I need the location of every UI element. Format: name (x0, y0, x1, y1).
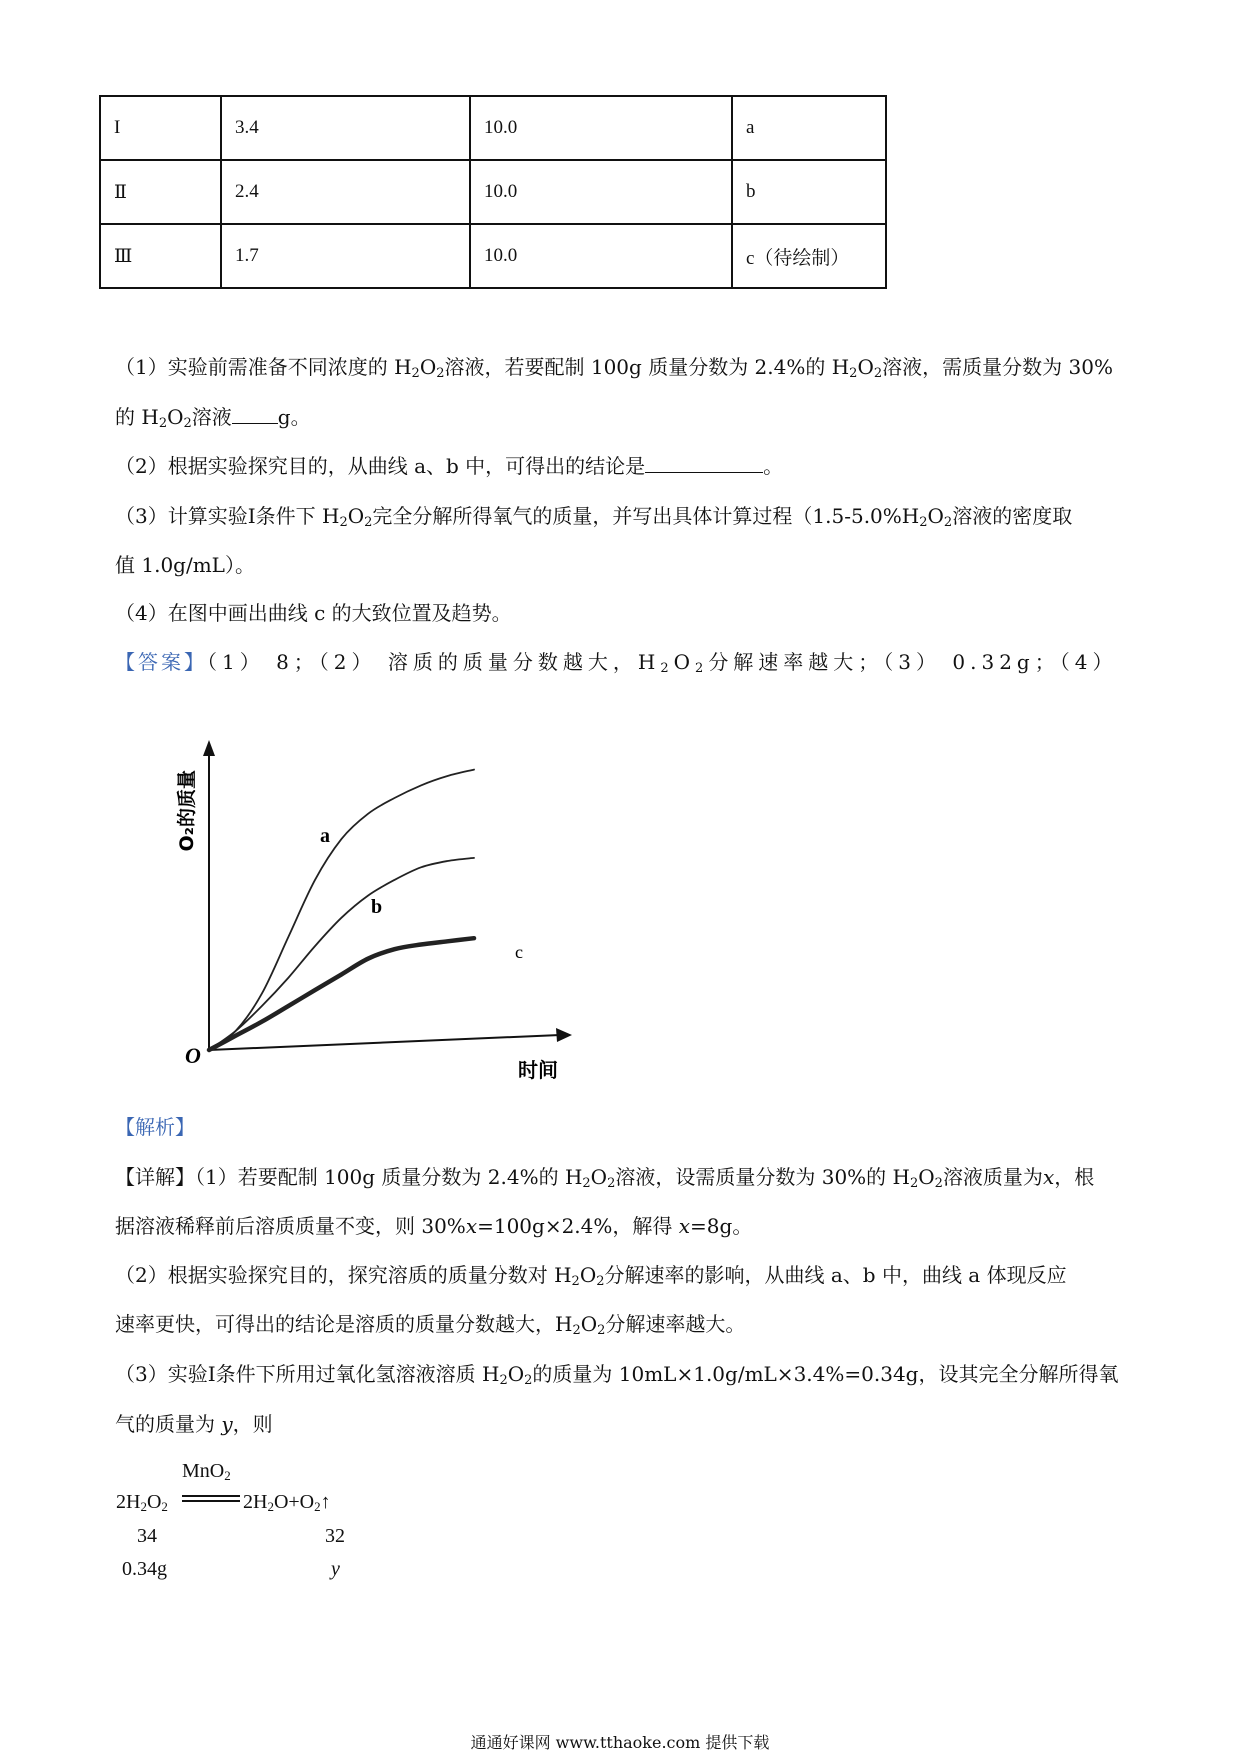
origin-label: O (185, 1043, 201, 1068)
x-axis (209, 1035, 560, 1050)
table-cell: Ⅱ (100, 160, 221, 224)
question-3: （3）计算实验I条件下 $H_2O_2$完全分解所得氧气的质量，并写出具体计算过程（$1.5-5.0\%H_2O_2$溶液的密度取 (115, 504, 1073, 530)
analysis-p2: 据溶液稀释前后溶质质量不变，则 30%x=100g×2.4%，解得 x=8g。 (115, 1214, 753, 1238)
question-1: （1）实验前需准备不同浓度的 $H_2O_2$溶液，若要配制 100g 质量分数为 2.4%的 $H_2O_2$溶液，需质量分数为 30% (115, 355, 1113, 381)
table-cell: 3.4 (221, 96, 470, 160)
analysis-p5: （3）实验I条件下所用过氧化氢溶液溶质 $H_2O_2$的质量为 10mL×1.0g/mL×3.4%=0.34g，设其完全分解所得氧 (115, 1362, 1119, 1388)
curve-c (209, 938, 474, 1050)
equation-reactant: $2H_2O_2$ (116, 1491, 168, 1514)
equation-products: $2H_2O+O_2↑$ (243, 1491, 331, 1514)
question-2: （2）根据实验探究目的，从曲线 a、b 中，可得出的结论是 。 (115, 454, 784, 478)
curve-a-label: a (320, 825, 330, 847)
analysis-p3: （2）根据实验探究目的，探究溶质的质量分数对 $H_2O_2$分解速率的影响，从曲线 a、b 中，曲线 a 体现反应 (115, 1263, 1067, 1289)
curve-b-label: b (371, 896, 383, 918)
answer-blank (232, 405, 278, 424)
table-row (100, 96, 886, 160)
molar-mass-h2o2: 34 (137, 1525, 157, 1547)
table-cell: 10.0 (470, 96, 732, 160)
table-cell: I (100, 96, 221, 160)
mass-h2o2: 0.34g (122, 1558, 167, 1580)
experiment-table (99, 95, 887, 289)
analysis-tag: 【解析】 (115, 1115, 195, 1139)
curve-c-label: c (515, 942, 523, 962)
table-cell: 2.4 (221, 160, 470, 224)
answer-line: 【答案】（1） 8；（2） 溶质的质量分数越大，$H_2O_2$分解速率越大；（3） 0.32g；（4） (115, 650, 1118, 676)
table-cell: 10.0 (470, 224, 732, 288)
table-cell: 1.7 (221, 224, 470, 288)
table-cell: a (732, 96, 886, 160)
curve-b (209, 858, 474, 1050)
analysis-p4: 速率更快，可得出的结论是溶质的质量分数越大，$H_2O_2$分解速率越大。 (115, 1312, 746, 1338)
o2-mass-chart (160, 730, 580, 1100)
mass-o2-unknown: y (331, 1558, 340, 1580)
table-cell: Ⅲ (100, 224, 221, 288)
x-axis-label: 时间 (518, 1058, 558, 1082)
analysis-p1: 【详解】（1）若要配制 100g 质量分数为 2.4%的 $H_2O_2$溶液，设需质量分数为 30%的 $H_2O_2$溶液质量为x，根 (115, 1165, 1095, 1191)
y-axis-arrow (203, 740, 215, 756)
table-cell: c（待绘制） (732, 224, 886, 288)
table-cell: 10.0 (470, 160, 732, 224)
catalyst-label: MnO$_2$ (182, 1460, 231, 1483)
x-axis-arrow (556, 1028, 572, 1042)
molar-mass-o2: 32 (325, 1525, 345, 1547)
table-row (100, 224, 886, 288)
question-3-line2: 值 1.0g/mL）。 (115, 553, 255, 577)
footer: 通通好课网 www.tthaoke.com 提供下载 (470, 1733, 770, 1752)
table-cell: b (732, 160, 886, 224)
table-row (100, 160, 886, 224)
question-4: （4）在图中画出曲线 c 的大致位置及趋势。 (115, 601, 512, 625)
y-axis-label: O₂的质量 (176, 770, 198, 852)
equal-sign (182, 1494, 242, 1504)
question-1-line2: 的 $H_2O_2$溶液 g。 (115, 405, 311, 431)
analysis-p6: 气的质量为 y，则 (115, 1412, 273, 1436)
answer-blank (645, 454, 763, 473)
curve-a (209, 770, 474, 1050)
answer-tag: 【答案】 (115, 650, 207, 674)
